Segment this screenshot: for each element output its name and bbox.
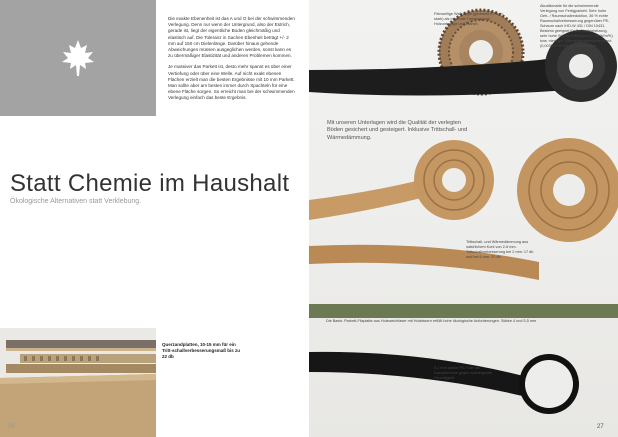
- page-number-left: 26: [8, 424, 15, 430]
- wood-panel-caption: Querzandplatten, 10-15 mm für ein Tritt-schallverbesserungsmaß bis zu 22 db: [162, 342, 241, 359]
- headline: Statt Chemie im Haushalt: [10, 170, 290, 197]
- body-paragraph-1: Die exakte Ebenenheit ist das A und O bei der schwimmenden Verlegung. Denn nur wenn der Untergrund, also der Estrich, gerade ist, liegt der eigentliche Boden gleichmäßig und elastisch auf. Die Toleranz in Sachen Ebenheit beträgt +/- 2 mm auf 150 cm Dielenlänge. Darüber hinaus gehende Abweichungen müssen ausgeglichen werden, sonst kann es zu übermäßiger Elastizität und anderen Problemen kommen.: [168, 16, 295, 59]
- cork-rolls: [309, 138, 618, 280]
- felt-strip: [309, 304, 618, 318]
- caption-corrugated: Feinwellige Wellpappe (gedruckt 0,7 mm stark) als minimale Trennung von Holzunterlage und Estrich.: [434, 12, 503, 26]
- body-paragraph-2: Je massiver das Parkett ist, desto mehr spannt es über einer Vertiefung oder über eine Welle. Auf nicht exakt ebenen Flächen erzielt man die besten Ergebnisse mit 10 mm Parkett. Man sollte aber am besten immer durch Spachteln für eine ebene Fläche sorgen. So erreicht man bei der schwimmenden Verlegung einfach das beste Ergebnis.: [168, 64, 295, 101]
- caption-pe-foil: 0,2 mm starke PE-Folie als Dampfbremse gegen aufsteigende Feuchtigkeit: [434, 366, 493, 380]
- caption-cork: Trittschall- und Wärmedämmung aus natürlichem Kork von 2-6 mm. Trittschallverbesserung bei 2 mm: 17 db und bei 6 mm: 20 db.: [466, 240, 534, 259]
- pe-foil-roll: [309, 352, 579, 414]
- wood-panel-photo: [0, 328, 156, 437]
- page-number-right: 27: [597, 424, 604, 430]
- subheadline: Ökologische Alternativen statt Verklebung.: [10, 198, 142, 205]
- caption-felt: Die Basis: Parkett-Filzplatte aus Holzweichfaser mit Holzfasern erfüllt hohe ökologische Anforderungen. Stärke 4 und 5,5 mm: [326, 319, 537, 323]
- caption-rubber-mat: Akustikmatte für die schwimmende Verlegung von Fertigparkett. Sehr hohe Geh- / Raumschallreduktion, 36 % echte Raumschallverbesserung gegenüber PE-Schaum nach IHD-W 431 / DIN 10431. Bestens geeignet für Fußbodenheizung, sehr hohe Wärmeleitfähigkeit (0,01 W/m²K) bzw. niedriger Wärmedurchlasswiderstand (0,0035 K*m²/W), geruchsneutral.: [540, 4, 613, 48]
- body-text-column: [168, 16, 296, 107]
- maple-leaf-icon: [58, 38, 98, 78]
- intro-text: Mit unseren Unterlagen wird die Qualität der verlegten Böden gesichert und gesteigert. Inklusive Trittschall- und Wärmedämmung.: [327, 120, 468, 141]
- gray-header-band: [0, 0, 156, 116]
